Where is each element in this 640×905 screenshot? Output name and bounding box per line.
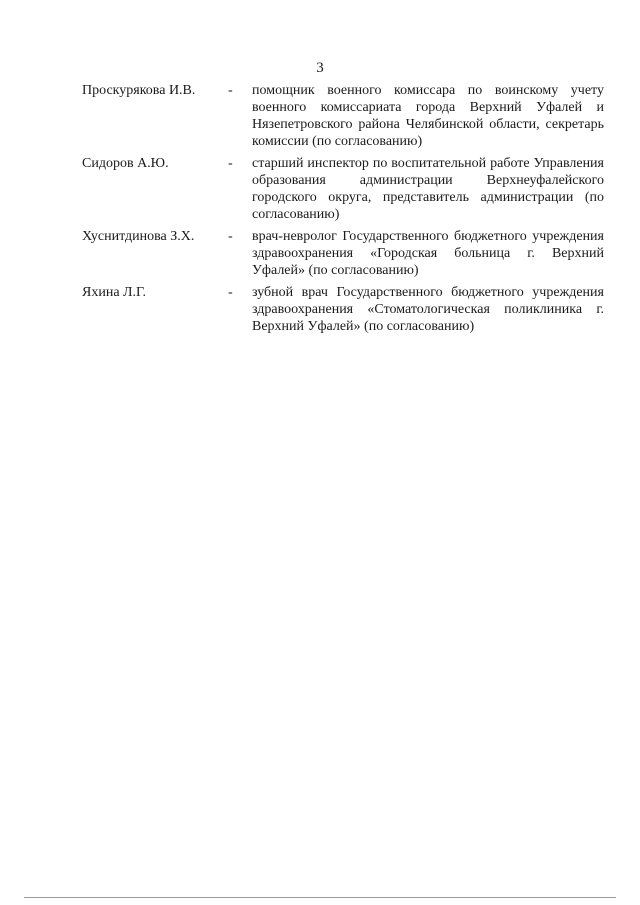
member-description: старший инспектор по воспитательной работе Управления образования администрации Верхнеуфалейского городского округа, представитель администрации (по согласованию) xyxy=(252,156,604,222)
member-dash: - xyxy=(228,83,233,98)
member-dash: - xyxy=(228,156,233,171)
member-description: врач-невролог Государственного бюджетного учреждения здравоохранения «Городская больница г. Верхний Уфалей» (по согласованию) xyxy=(252,229,604,278)
page-bottom-edge xyxy=(24,897,616,898)
member-name: Хуснитдинова З.Х. xyxy=(82,229,195,244)
member-entry xyxy=(82,227,604,279)
member-entry xyxy=(82,154,604,223)
member-description: помощник военного комиссара по воинскому учету военного комиссариата города Верхний Уфалей и Нязепетровского района Челябинской области, секретарь комиссии (по согласованию) xyxy=(252,83,604,149)
member-name: Яхина Л.Г. xyxy=(82,285,147,300)
member-name: Сидоров А.Ю. xyxy=(82,156,169,171)
commission-member-list xyxy=(82,81,604,339)
member-entry xyxy=(82,283,604,335)
page-number: 3 xyxy=(316,60,324,76)
member-entry xyxy=(82,81,604,150)
member-dash: - xyxy=(228,229,233,244)
member-name: Проскурякова И.В. xyxy=(82,83,196,98)
member-dash: - xyxy=(228,285,233,300)
member-description: зубной врач Государственного бюджетного учреждения здравоохранения «Стоматологическая поликлиника г. Верхний Уфалей» (по согласованию) xyxy=(252,285,604,334)
